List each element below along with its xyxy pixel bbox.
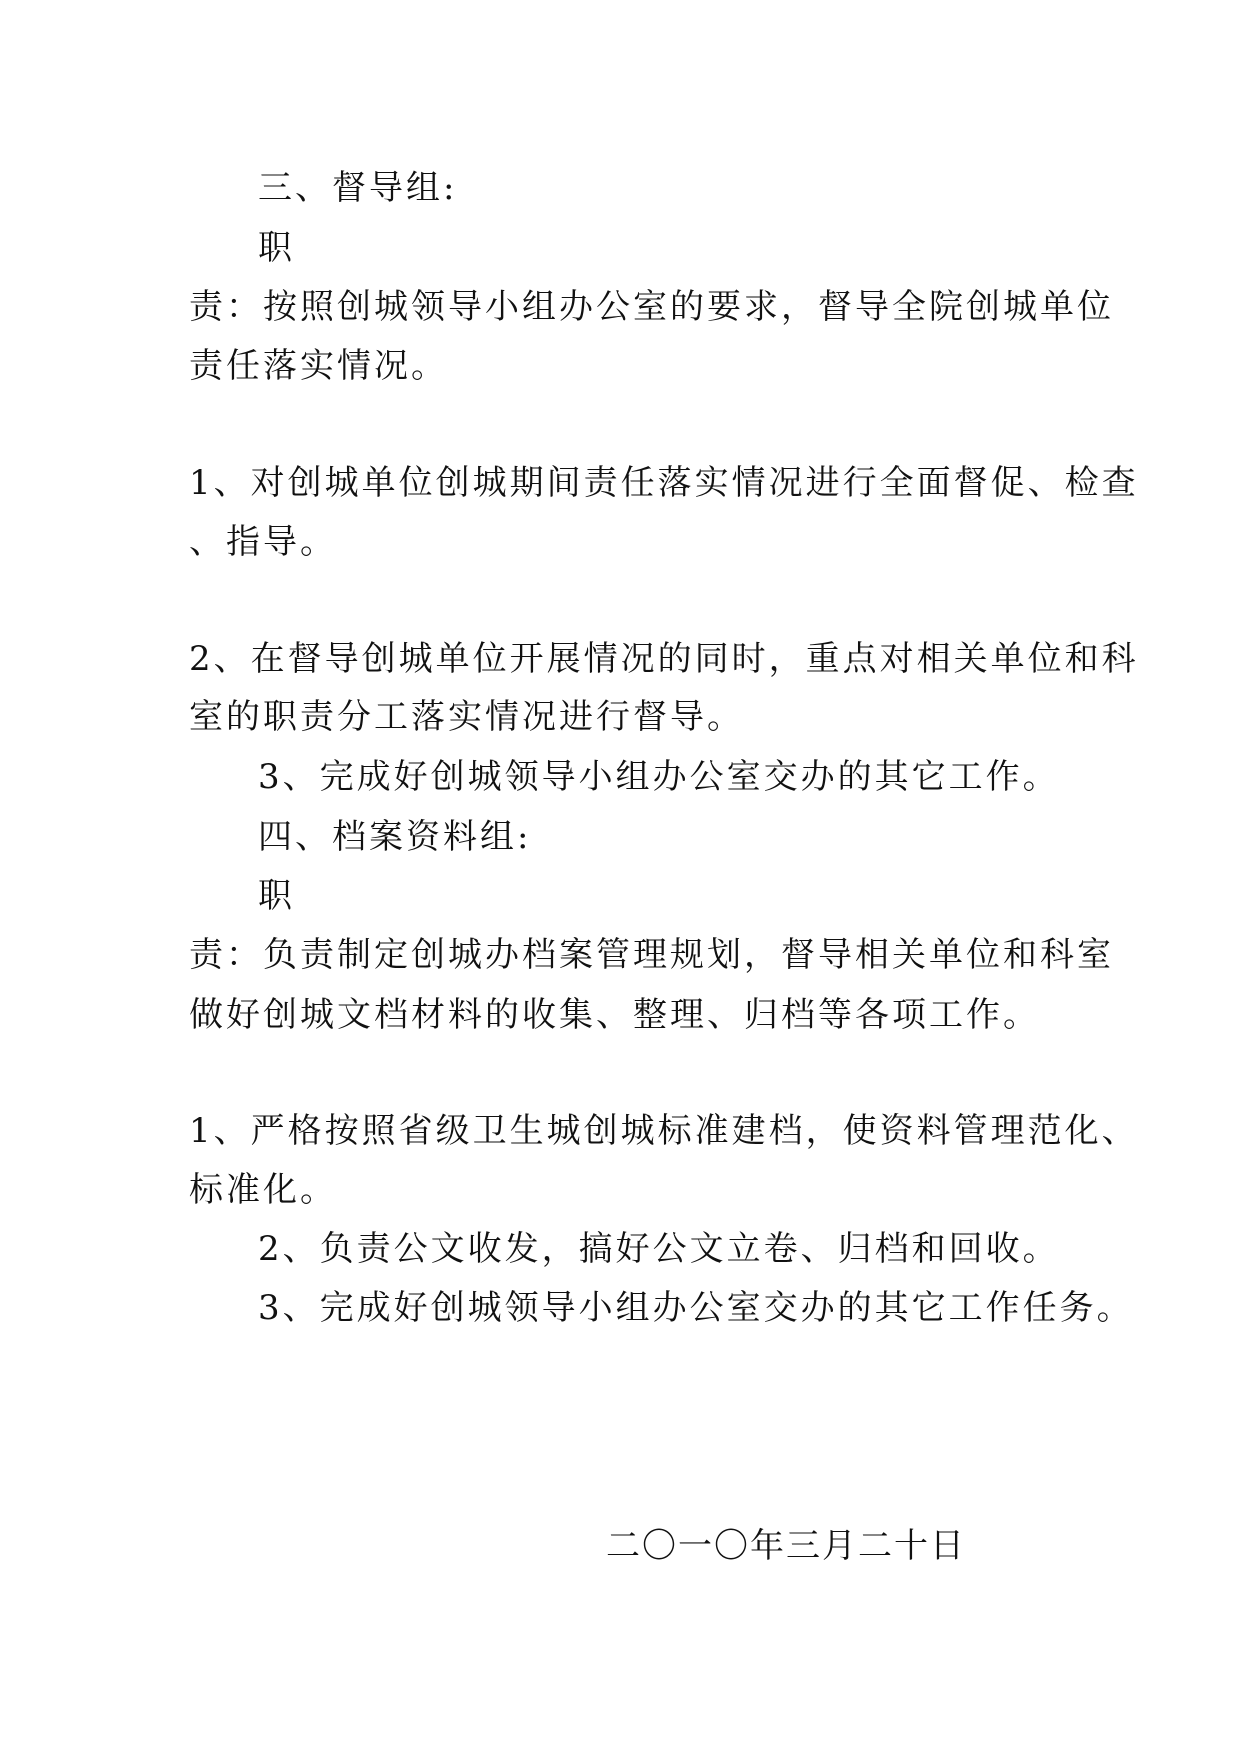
- list-item-line: 标准化。: [189, 1170, 337, 1210]
- paragraph-line: 责：按照创城领导小组办公室的要求，督导全院创城单位: [189, 287, 1114, 327]
- duty-label-fragment: 职: [258, 876, 295, 916]
- section-heading-supervision: 三、督导组:: [258, 168, 458, 208]
- list-item-line: 2、负责公文收发，搞好公文立卷、归档和回收。: [258, 1229, 1060, 1269]
- section-heading-archives: 四、档案资料组:: [258, 817, 532, 857]
- list-item-line: 3、完成好创城领导小组办公室交办的其它工作任务。: [258, 1288, 1134, 1328]
- list-item-line: 、指导。: [189, 522, 337, 562]
- paragraph-line: 做好创城文档材料的收集、整理、归档等各项工作。: [189, 995, 1040, 1035]
- document-date: 二〇一〇年三月二十日: [606, 1526, 966, 1566]
- list-item-line: 1、严格按照省级卫生城创城标准建档，使资料管理范化、: [189, 1111, 1139, 1151]
- paragraph-line: 责任落实情况。: [189, 346, 448, 386]
- list-item-line: 1、对创城单位创城期间责任落实情况进行全面督促、检查: [189, 463, 1139, 503]
- duty-label-fragment: 职: [258, 228, 295, 268]
- paragraph-line: 责：负责制定创城办档案管理规划，督导相关单位和科室: [189, 935, 1114, 975]
- list-item-line: 3、完成好创城领导小组办公室交办的其它工作。: [258, 757, 1060, 797]
- list-item-line: 室的职责分工落实情况进行督导。: [189, 697, 744, 737]
- list-item-line: 2、在督导创城单位开展情况的同时，重点对相关单位和科: [189, 639, 1139, 679]
